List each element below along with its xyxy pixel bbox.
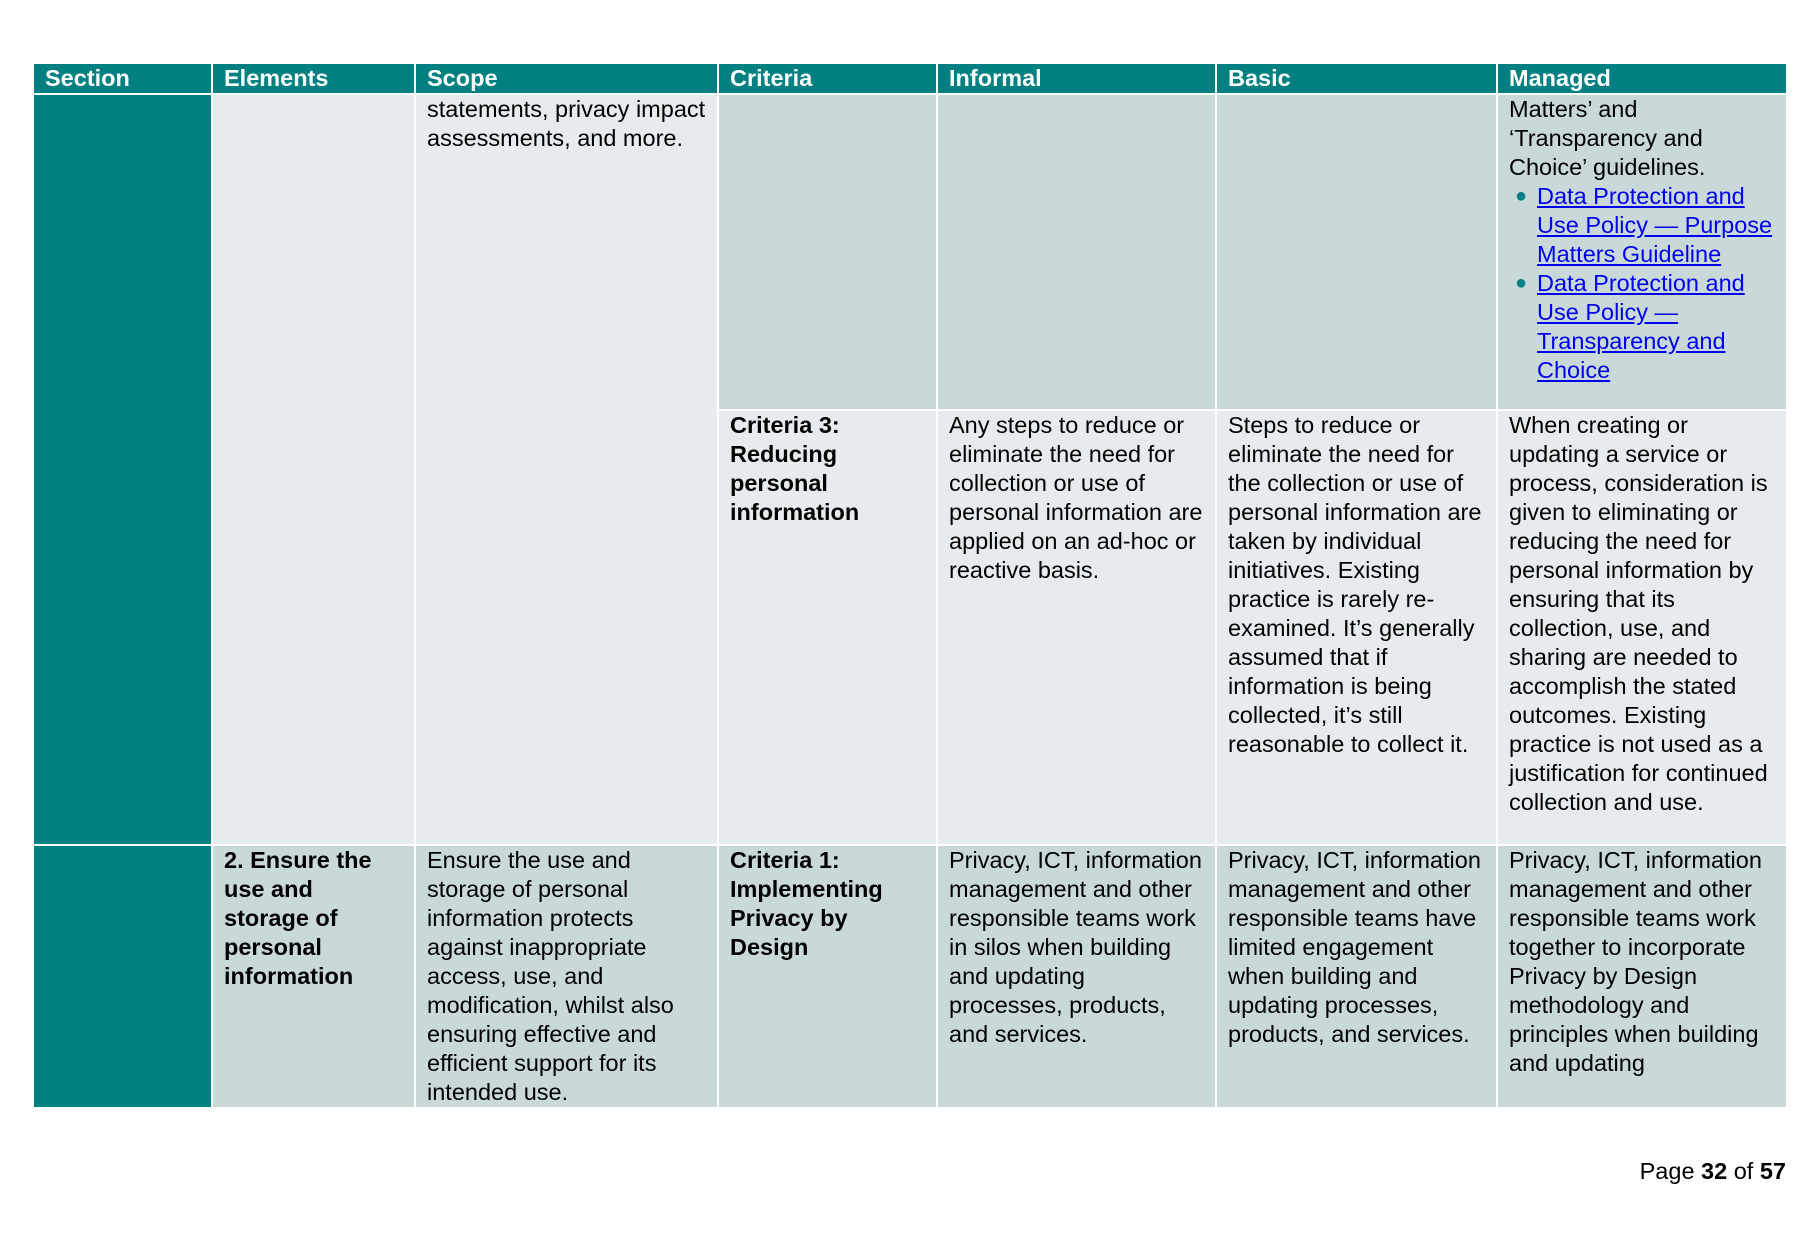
criteria-cell: Criteria 1: Implementing Privacy by Design xyxy=(718,845,937,1108)
elements-cell: 2. Ensure the use and storage of personal information xyxy=(212,845,415,1108)
header-basic: Basic xyxy=(1216,63,1497,94)
basic-cell xyxy=(1216,94,1497,410)
informal-cell: Any steps to reduce or eliminate the need for collection or use of personal information are applied on an ad-hoc or reactive basis. xyxy=(937,410,1216,845)
page-footer xyxy=(1640,1158,1786,1185)
managed-text: Matters’ and ‘Transparency and Choice’ guidelines. xyxy=(1509,96,1706,180)
list-item xyxy=(1509,269,1776,385)
list-item xyxy=(1509,182,1776,269)
table-header-row xyxy=(33,63,1787,94)
scope-cell: statements, privacy impact assessments, and more. xyxy=(415,94,718,845)
managed-cell: When creating or updating a service or process, consideration is given to eliminating or reducing the need for personal information by ensuring that its collection, use, and sharing are needed to accomplish the stated outcomes. Existing practice is not used as a justification for continued collection and use. xyxy=(1497,410,1787,845)
header-managed: Managed xyxy=(1497,63,1787,94)
header-section: Section xyxy=(33,63,212,94)
header-criteria: Criteria xyxy=(718,63,937,94)
elements-cell xyxy=(212,94,415,845)
bullet-icon: ● xyxy=(1515,185,1528,207)
header-informal: Informal xyxy=(937,63,1216,94)
basic-cell: Privacy, ICT, information management and other responsible teams have limited engagement when building and updating processes, products, and services. xyxy=(1216,845,1497,1108)
criteria-cell: Criteria 3: Reducing personal information xyxy=(718,410,937,845)
scope-cell: Ensure the use and storage of personal information protects against inappropriate access, use, and modification, whilst also ensuring effective and efficient support for its intended use. xyxy=(415,845,718,1108)
page-label: Page xyxy=(1639,1158,1695,1184)
managed-cell xyxy=(1497,94,1787,410)
section-cell xyxy=(33,845,212,1108)
bullet-icon: ● xyxy=(1515,272,1528,294)
page-total: 57 xyxy=(1759,1158,1786,1184)
managed-cell: Privacy, ICT, information management and other responsible teams work together to incorporate Privacy by Design methodology and principles when building and updating xyxy=(1497,845,1787,1108)
criteria-cell xyxy=(718,94,937,410)
transparency-choice-link[interactable]: Data Protection and Use Policy — Transparency and Choice xyxy=(1537,270,1745,383)
informal-cell: Privacy, ICT, information management and other responsible teams work in silos when building and updating processes, products, and services. xyxy=(937,845,1216,1108)
purpose-matters-link[interactable]: Data Protection and Use Policy — Purpose Matters Guideline xyxy=(1537,183,1773,267)
basic-cell: Steps to reduce or eliminate the need for the collection or use of personal information are taken by individual initiatives. Existing practice is rarely re-examined. It’s generally assumed that if information is being collected, it’s still reasonable to collect it. xyxy=(1216,410,1497,845)
header-scope: Scope xyxy=(415,63,718,94)
table-row xyxy=(33,94,1787,410)
section-cell xyxy=(33,94,212,845)
header-elements: Elements xyxy=(212,63,415,94)
informal-cell xyxy=(937,94,1216,410)
guideline-links xyxy=(1509,182,1776,385)
of-label: of xyxy=(1733,1158,1754,1184)
maturity-table xyxy=(32,62,1788,1109)
page-number: 32 xyxy=(1701,1158,1728,1184)
table-row xyxy=(33,845,1787,1108)
